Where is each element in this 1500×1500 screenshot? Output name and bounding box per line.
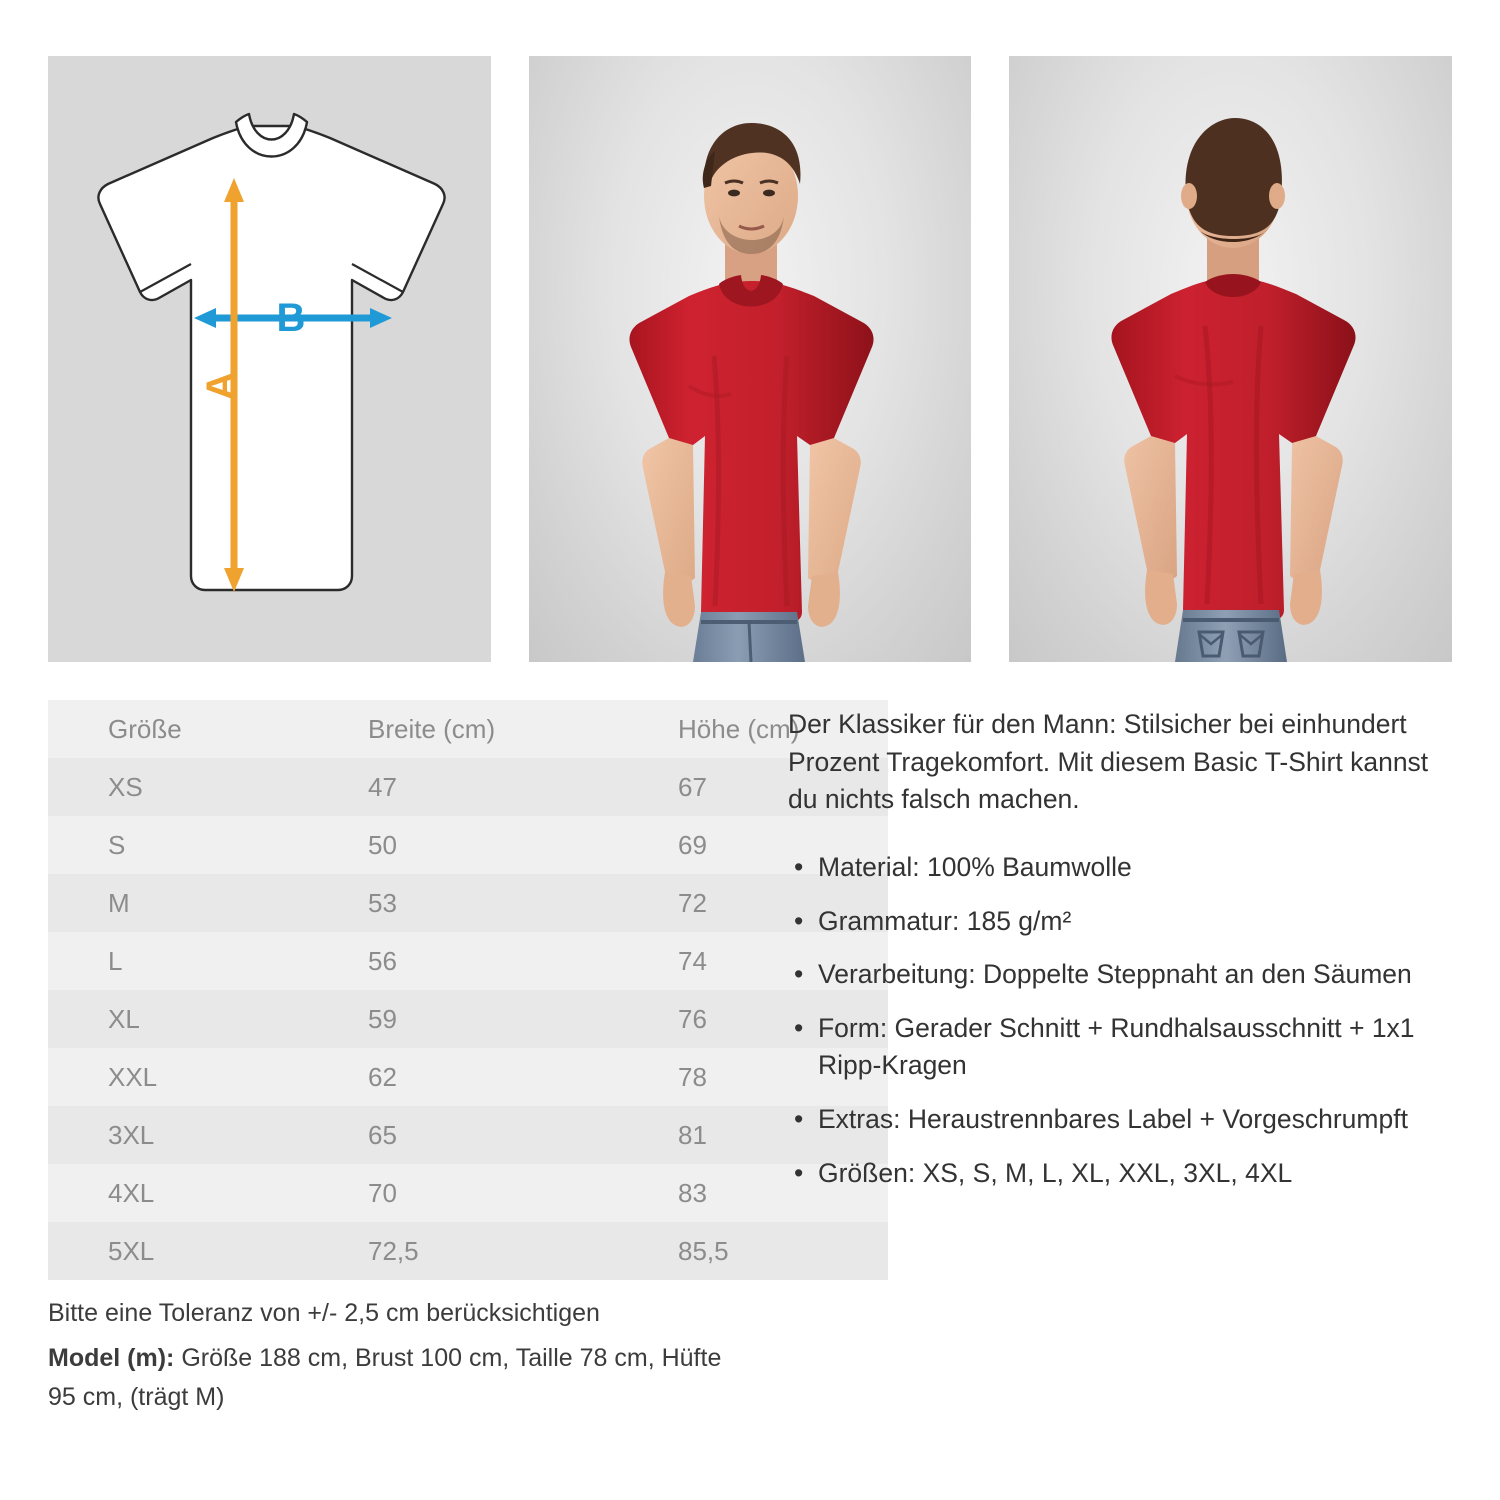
cell-height: 72	[678, 887, 707, 918]
height-label: A	[199, 371, 243, 401]
list-item	[788, 903, 1452, 941]
col-header-height: Höhe (cm)	[678, 713, 800, 744]
table-row	[48, 1222, 888, 1280]
tolerance-note: Bitte eine Toleranz von +/- 2,5 cm berücksichtigen	[48, 1299, 600, 1327]
bullet-icon: •	[794, 959, 804, 990]
product-details-section	[48, 700, 1452, 1416]
cell-size: 5XL	[108, 1235, 155, 1266]
model-back-photo	[1009, 56, 1452, 662]
product-image-gallery	[48, 56, 1452, 662]
cell-height: 69	[678, 829, 707, 860]
model-note	[48, 1339, 748, 1417]
cell-size: XS	[108, 771, 143, 802]
list-item	[788, 849, 1452, 887]
col-header-width: Breite (cm)	[368, 713, 496, 744]
feature-text: Form: Gerader Schnitt + Rundhalsausschnitt + 1x1 Ripp-Kragen	[818, 1012, 1415, 1081]
table-row	[48, 990, 888, 1048]
table-row	[48, 874, 888, 932]
tshirt-schematic-icon	[48, 56, 491, 662]
cell-size: L	[108, 945, 123, 976]
table-row	[48, 758, 888, 816]
table-row	[48, 816, 888, 874]
size-table-column	[48, 700, 800, 1416]
cell-height: 83	[678, 1177, 707, 1208]
feature-text: Grammatur: 185 g/m²	[818, 905, 1072, 936]
cell-width: 70	[368, 1177, 397, 1208]
cell-height: 85,5	[678, 1235, 729, 1266]
description-intro: Der Klassiker für den Mann: Stilsicher bei einhundert Prozent Tragekomfort. Mit diesem Basic T-Shirt kannst du nichts falsch machen.	[788, 709, 1429, 815]
table-header-row	[48, 700, 888, 758]
cell-width: 72,5	[368, 1235, 419, 1266]
list-item	[788, 1155, 1452, 1193]
feature-text: Größen: XS, S, M, L, XL, XXL, 3XL, 4XL	[818, 1157, 1293, 1188]
feature-text: Extras: Heraustrennbares Label + Vorgeschrumpft	[818, 1104, 1408, 1134]
cell-size: 3XL	[108, 1119, 155, 1150]
model-front-illustration	[529, 56, 972, 662]
feature-text: Verarbeitung: Doppelte Steppnaht an den Säumen	[818, 959, 1412, 990]
cell-height: 81	[678, 1119, 707, 1150]
bullet-icon: •	[794, 1104, 804, 1134]
cell-size: XL	[108, 1003, 140, 1034]
measurement-diagram-panel	[48, 56, 491, 662]
list-item	[788, 1101, 1452, 1139]
description-column	[788, 700, 1452, 1416]
cell-height: 74	[678, 945, 707, 976]
cell-width: 65	[368, 1119, 397, 1150]
table-row	[48, 1164, 888, 1222]
bullet-icon: •	[794, 851, 804, 882]
bullet-icon: •	[794, 1012, 804, 1043]
cell-width: 56	[368, 945, 397, 976]
cell-height: 67	[678, 771, 707, 802]
cell-width: 62	[368, 1061, 397, 1092]
cell-size: M	[108, 887, 130, 918]
feature-list	[788, 849, 1452, 1192]
cell-width: 59	[368, 1003, 397, 1034]
list-item	[788, 956, 1452, 994]
model-note-label: Model (m):	[48, 1343, 175, 1372]
feature-text: Material: 100% Baumwolle	[818, 851, 1132, 882]
table-row	[48, 932, 888, 990]
bullet-icon: •	[794, 1157, 804, 1188]
cell-size: 4XL	[108, 1177, 155, 1208]
table-row	[48, 1048, 888, 1106]
cell-height: 76	[678, 1003, 707, 1034]
model-note-text: Größe 188 cm, Brust 100 cm, Taille 78 cm, Hüfte 95 cm, (trägt M)	[48, 1343, 722, 1411]
model-back-illustration	[1009, 56, 1452, 662]
list-item	[788, 1010, 1452, 1085]
model-front-photo	[529, 56, 972, 662]
cell-size: XXL	[108, 1061, 158, 1092]
cell-width: 53	[368, 887, 397, 918]
size-chart-table	[48, 700, 888, 1280]
cell-size: S	[108, 829, 126, 860]
cell-width: 47	[368, 771, 397, 802]
width-label: B	[276, 296, 306, 340]
col-header-size: Größe	[108, 713, 182, 744]
cell-width: 50	[368, 829, 397, 860]
cell-height: 78	[678, 1061, 707, 1092]
bullet-icon: •	[794, 905, 804, 936]
table-row	[48, 1106, 888, 1164]
